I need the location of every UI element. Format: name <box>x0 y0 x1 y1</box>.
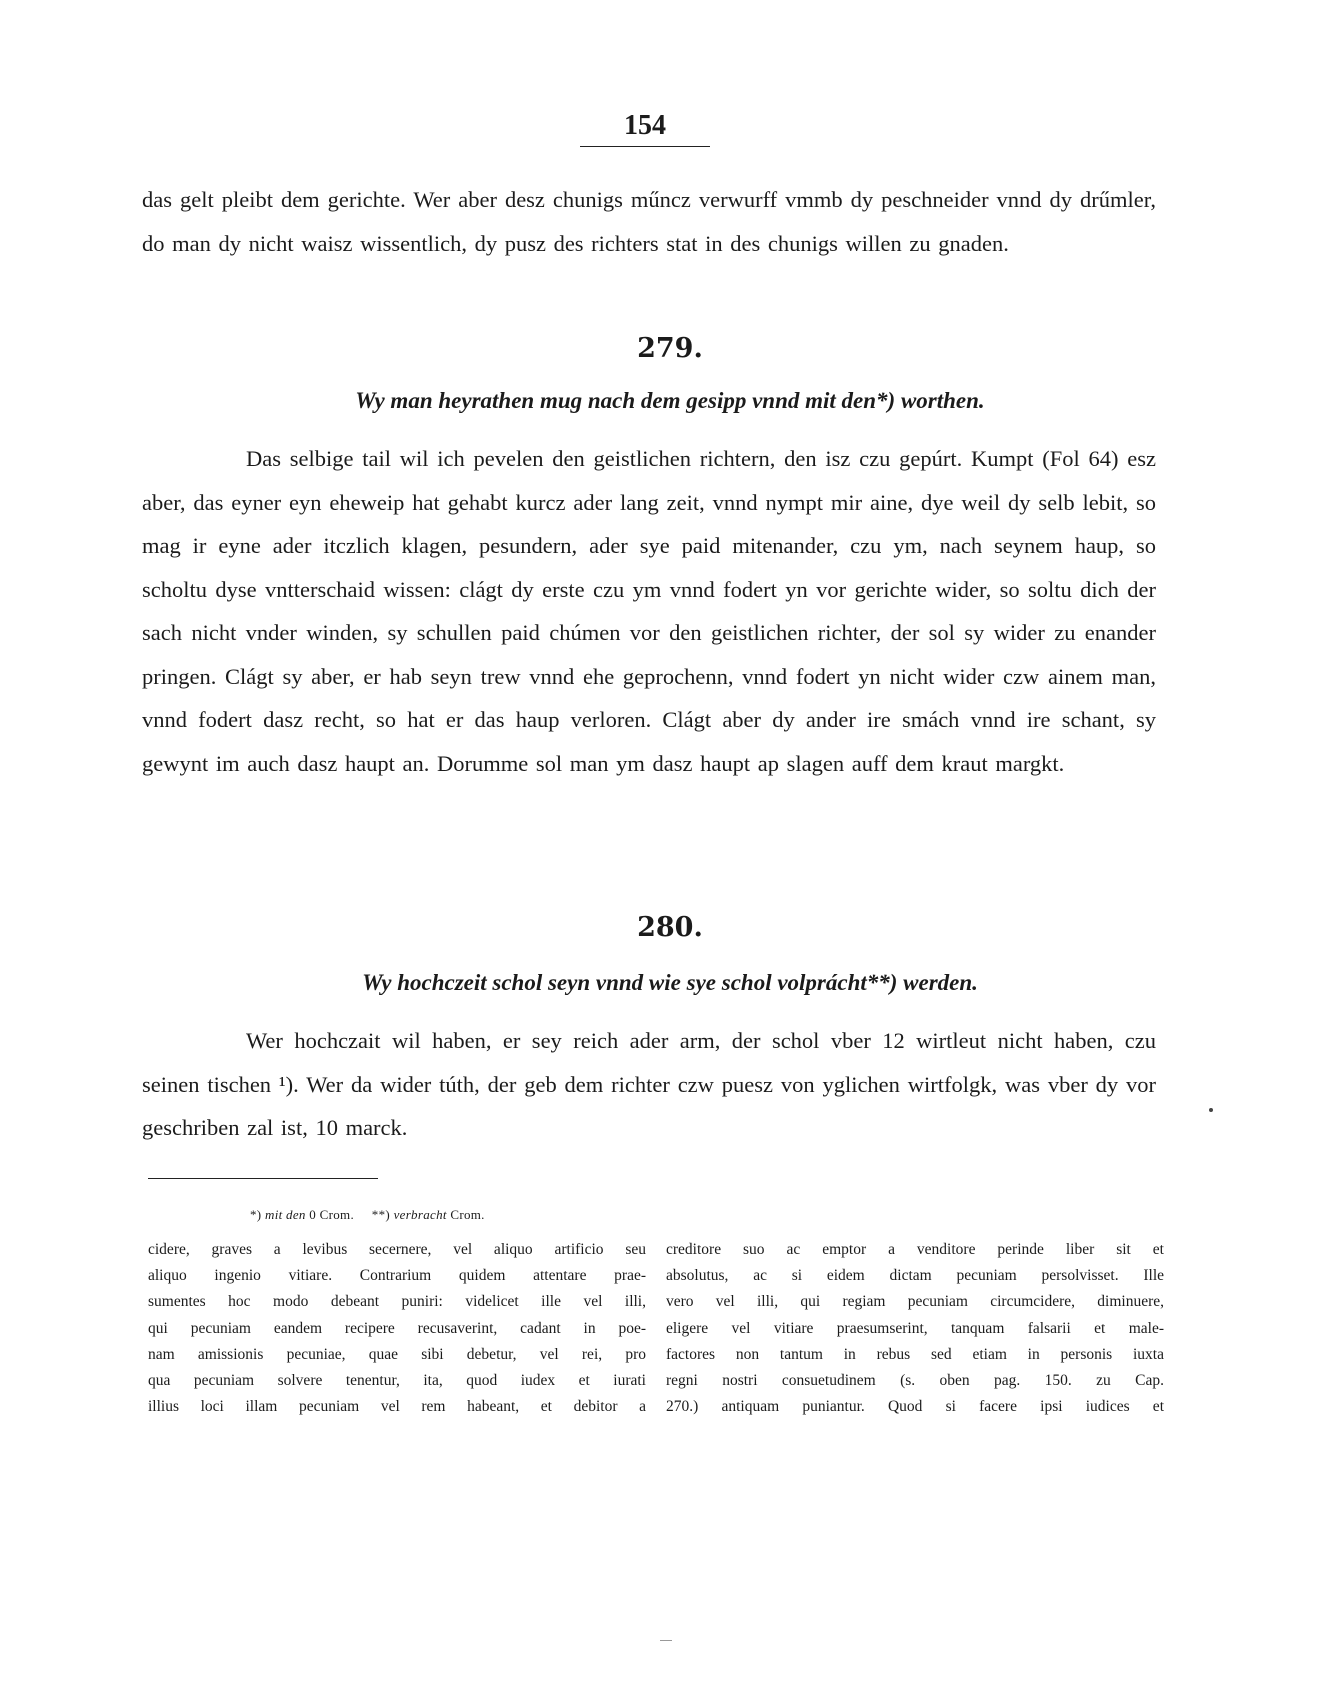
latin-right-line: creditore suo ac emptor a venditore perinde liber sit et <box>666 1241 1164 1258</box>
section-number-280: 280. <box>637 912 703 943</box>
latin-right-line: eligere vel vitiare praesumserint, tanquam falsarii et male- <box>666 1319 1164 1337</box>
latin-right-line: regni nostri consuetudinem (s. oben pag. 150. zu Cap. <box>666 1371 1164 1389</box>
section-text-280: Wer hochczait wil haben, er sey reich ader arm, der schol vber 12 wirtleut nicht haben, czu seinen tischen ¹). Wer da wider túth, der geb dem richter czw puesz von yglichen wirtfolgk, was vber dy vor geschriben zal ist, 10 marck. <box>142 1028 1156 1140</box>
latin-left-line: aliquo ingenio vitiare. Contrarium quidem attentare prae- <box>148 1267 646 1285</box>
footnote-2-mark: **) <box>371 1207 390 1222</box>
latin-left-line: nam amissionis pecuniae, quae sibi debetur, vel rei, pro <box>148 1345 646 1363</box>
footnote-1-source: 0 Crom. <box>309 1207 355 1222</box>
footnote-2-source: Crom. <box>450 1207 485 1222</box>
latin-right-line: 270.) antiquam puniantur. Quod si facere ipsi iudices et <box>666 1398 1164 1416</box>
latin-left-line: sumentes hoc modo debeant puniri: videlicet ille vel illi, <box>148 1293 646 1311</box>
section-text-279: Das selbige tail wil ich pevelen den geistlichen richtern, den isz czu gepúrt. Kumpt (Fol 64) esz aber, das eyner eyn eheweip hat gehabt kurcz ader lang zeit, vnnd nympt mir aine, dye weil dy selb lebit, so mag ir eyne ader itczlich klagen, pesundern, ader sye paid mitenander, czu ym, nach seynem haup, so scholtu dyse vntterschaid wissen: clágt dy erste czu ym vnnd fodert yn vor gerichte wider, so soltu dich der sach nicht vnder winden, sy schullen paid chúmen vor den geistlichen richter, der sol sy wider zu enander pringen. Clágt sy aber, er hab seyn trew vnnd ehe geprochenn, vnnd fodert yn nicht wider czw ainem man, vnnd fodert dasz recht, so hat er das haup verloren. Clágt aber dy ander ire smách vnnd ire schant, sy gewynt im auch dasz haupt an. Dorumme sol man ym dasz haupt ap slagen auff dem kraut margkt. <box>142 446 1156 776</box>
latin-right-line: vero vel illi, qui regiam pecuniam circumcidere, diminuere, <box>666 1293 1164 1311</box>
latin-left-line: cidere, graves a levibus secernere, vel aliquo artificio seu <box>148 1241 646 1258</box>
page-number: 154 <box>580 110 710 147</box>
section-title-280: Wy hochczeit schol seyn vnnd wie sye schol volprácht**) werden. <box>362 970 978 995</box>
latin-left-line: illius loci illam pecuniam vel rem habeant, et debitor a <box>148 1398 646 1416</box>
footnote-1-variant: mit den <box>265 1207 306 1222</box>
latin-column-right <box>666 1237 1164 1420</box>
latin-right-line: absolutus, ac si eidem dictam pecuniam persolvisset. Ille <box>666 1267 1164 1285</box>
footnotes <box>250 1207 950 1223</box>
print-speck <box>1209 1108 1213 1112</box>
paragraph-continuation: das gelt pleibt dem gerichte. Wer aber desz chunigs műncz verwurff vmmb dy peschneider vnnd dy drűmler, do man dy nicht waisz wissentlich, dy pusz des richters stat in des chunigs willen zu gnaden. <box>142 187 1156 256</box>
latin-left-line: qui pecuniam eandem recipere recusaverint, cadant in poe- <box>148 1319 646 1337</box>
latin-right-line: factores non tantum in rebus sed etiam in personis iuxta <box>666 1345 1164 1363</box>
latin-column-left <box>148 1237 646 1420</box>
footnote-divider <box>148 1178 378 1179</box>
bottom-dash <box>660 1640 672 1641</box>
footnote-2-variant: verbracht <box>393 1207 447 1222</box>
latin-left-line: qua pecuniam solvere tenentur, ita, quod iudex et iurati <box>148 1371 646 1389</box>
section-number-279: 279. <box>637 333 703 364</box>
section-title-279: Wy man heyrathen mug nach dem gesipp vnnd mit den*) worthen. <box>355 388 985 413</box>
footnote-1-mark: *) <box>250 1207 262 1222</box>
